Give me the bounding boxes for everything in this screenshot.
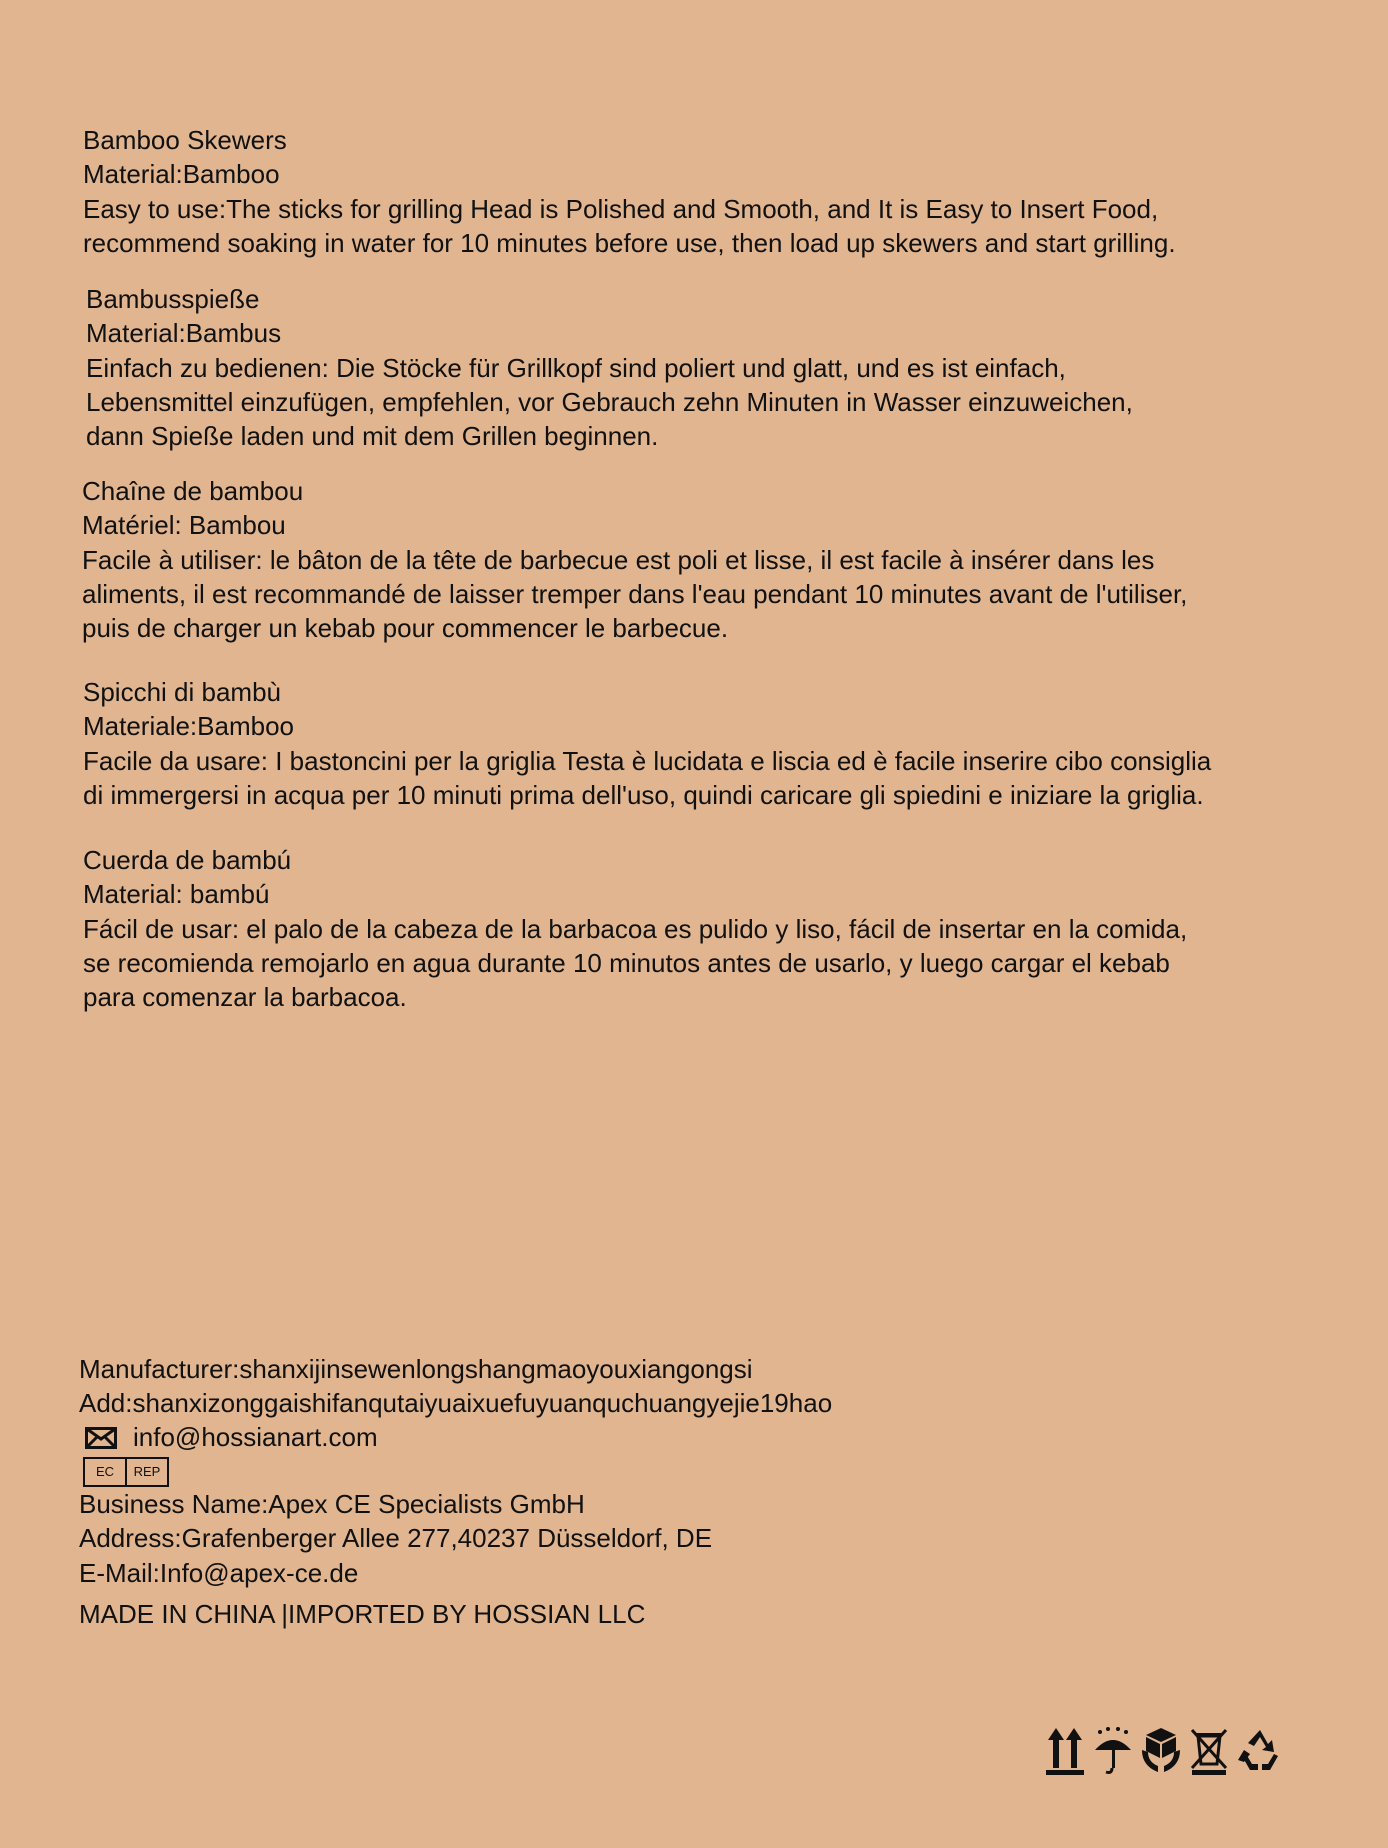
manufacturer-address: Add:shanxizonggaishifanqutaiyuaixuefuyuanquchuangyejie19hao (79, 1388, 833, 1419)
section-line: Fácil de usar: el palo de la cabeza de la barbacoa es pulido y liso, fácil de insertar en la comida, (83, 913, 1188, 944)
manufacturer-email: info@hossianart.com (133, 1422, 378, 1453)
section-spanish (83, 843, 1187, 1014)
section-line: se recomienda remojarlo en agua durante 10 minutos antes de usarlo, y luego cargar el kebab (83, 947, 1170, 978)
keep-dry-icon (1092, 1726, 1134, 1776)
importer-business-name: Business Name:Apex CE Specialists GmbH (79, 1489, 585, 1519)
section-french (82, 474, 1187, 645)
section-line: puis de charger un kebab pour commencer le barbecue. (82, 613, 729, 644)
section-title: Bamboo Skewers (83, 125, 287, 155)
manufacturer-info (79, 1352, 832, 1487)
recycle-icon (1236, 1726, 1284, 1776)
packaging-symbols (1044, 1726, 1284, 1776)
section-title: Bambusspieße (86, 284, 260, 314)
section-line: di immergersi in acqua per 10 minuti prima dell'uso, quindi caricare gli spiedini e iniziare la griglia. (83, 779, 1204, 810)
section-title: Chaîne de bambou (82, 476, 304, 506)
this-way-up-icon (1044, 1726, 1086, 1776)
section-line: Facile da usare: I bastoncini per la griglia Testa è lucidata e liscia ed è facile inserire cibo consiglia (83, 745, 1212, 776)
section-material: Matériel: Bambou (82, 510, 286, 541)
made-in-label: MADE IN CHINA |IMPORTED BY HOSSIAN LLC (79, 1599, 646, 1629)
section-german (86, 282, 1133, 453)
ec-rep-badge (83, 1457, 832, 1487)
section-material: Material:Bambus (86, 318, 282, 349)
section-line: para comenzar la barbacoa. (83, 982, 407, 1013)
section-line: Lebensmittel einzufügen, empfehlen, vor Gebrauch zehn Minuten in Wasser einzuweichen, (86, 386, 1133, 417)
section-title: Cuerda de bambú (83, 845, 292, 875)
fragile-handle-with-care-icon (1140, 1726, 1182, 1776)
importer-email: E-Mail:Info@apex-ce.de (79, 1557, 359, 1588)
importer-address: Address:Grafenberger Allee 277,40237 Düsseldorf, DE (79, 1523, 713, 1554)
section-material: Material:Bamboo (83, 159, 280, 190)
rep-label: REP (127, 1457, 169, 1487)
section-line: Easy to use:The sticks for grilling Head is Polished and Smooth, and It is Easy to Insert Food, (83, 193, 1159, 224)
section-material: Materiale:Bamboo (83, 711, 294, 742)
importer-info (79, 1487, 712, 1590)
section-line: Facile à utiliser: le bâton de la tête de barbecue est poli et lisse, il est facile à insérer dans les (82, 544, 1155, 575)
section-line: dann Spieße laden und mit dem Grillen beginnen. (86, 421, 659, 452)
manufacturer-email-row (79, 1421, 832, 1455)
envelope-icon (85, 1427, 117, 1449)
weee-crossed-bin-icon (1188, 1726, 1230, 1776)
section-title: Spicchi di bambù (83, 677, 281, 707)
manufacturer-name: Manufacturer:shanxijinsewenlongshangmaoyouxiangongsi (79, 1354, 753, 1384)
section-line: aliments, il est recommandé de laisser tremper dans l'eau pendant 10 minutes avant de l'utiliser, (82, 578, 1188, 609)
section-line: recommend soaking in water for 10 minutes before use, then load up skewers and start grilling. (83, 227, 1176, 258)
section-material: Material: bambú (83, 879, 270, 910)
ec-label: EC (83, 1457, 127, 1487)
section-line: Einfach zu bedienen: Die Stöcke für Grillkopf sind poliert und glatt, und es ist einfach, (86, 352, 1066, 383)
section-italian (83, 675, 1211, 812)
section-english (83, 123, 1176, 260)
